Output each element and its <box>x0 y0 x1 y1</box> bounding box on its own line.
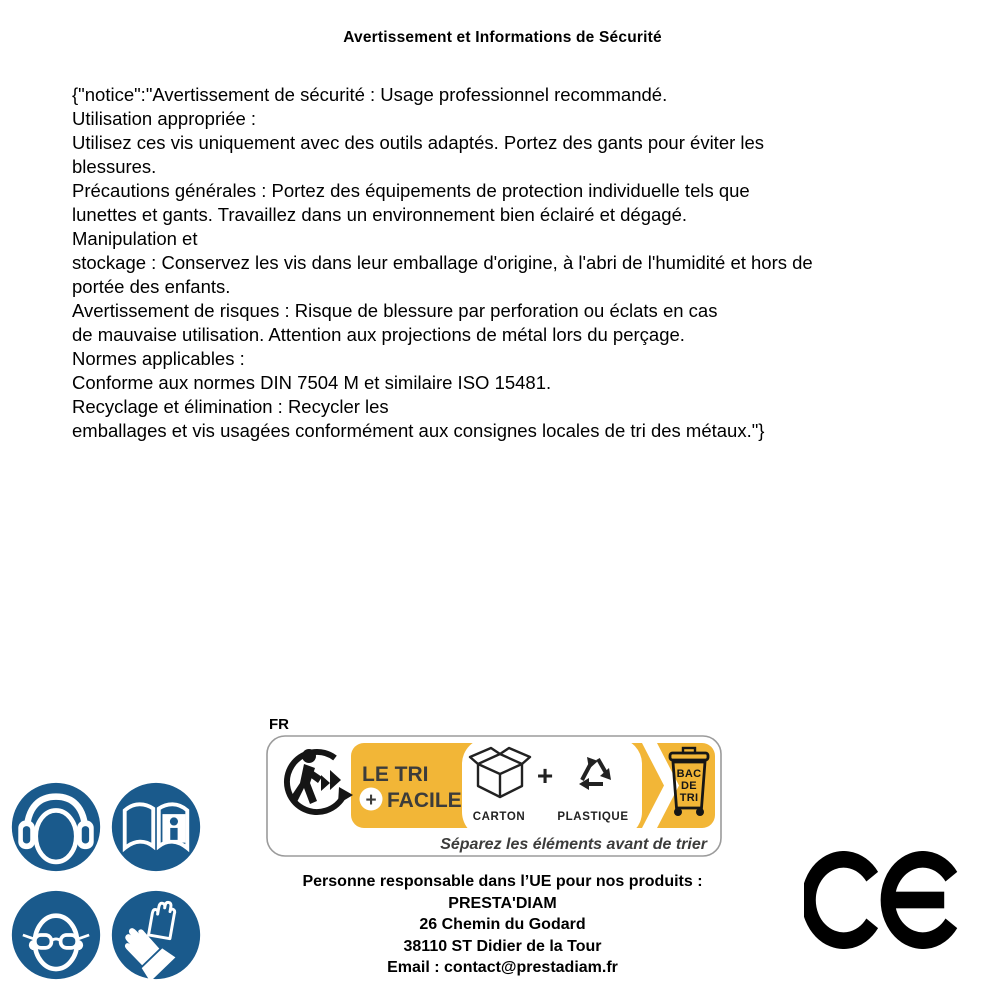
sort-tagline: Séparez les éléments avant de trier <box>440 836 707 853</box>
responsible-line: 26 Chemin du Godard <box>419 916 586 933</box>
plus-badge: + <box>365 790 377 811</box>
notice-line: Normes applicables : <box>72 348 245 369</box>
notice-line: Utilisez ces vis uniquement avec des outils adaptés. Portez des gants pour éviter les <box>72 132 765 153</box>
notice-line: de mauvaise utilisation. Attention aux projections de métal lors du perçage. <box>72 324 685 345</box>
notice-line: lunettes et gants. Travaillez dans un environnement bien éclairé et dégagé. <box>72 204 688 225</box>
material-1-label: CARTON <box>472 811 526 823</box>
bin-word-1: BAC <box>676 768 702 780</box>
material-2-label: PLASTIQUE <box>557 811 629 823</box>
bin-word-3: TRI <box>679 792 699 804</box>
headline-bottom: FACILE <box>387 789 462 812</box>
responsible-line: Personne responsable dans l’UE pour nos produits : <box>302 873 703 890</box>
le-tri-facile-label <box>266 735 722 857</box>
notice-line: Utilisation appropriée : <box>72 108 257 129</box>
notice-line: stockage : Conservez les vis dans leur emballage d'origine, à l'abri de l'humidité et hors de <box>72 252 813 273</box>
notice-line: Recyclage et élimination : Recycler les <box>72 396 389 417</box>
notice-line: Conforme aux normes DIN 7504 M et similaire ISO 15481. <box>72 372 552 393</box>
notice-line: {"notice":"Avertissement de sécurité : Usage professionnel recommandé. <box>72 84 668 105</box>
safety-notice-text <box>72 83 972 443</box>
notice-line: Avertissement de risques : Risque de blessure par perforation ou éclats en cas <box>72 300 718 321</box>
headline-top: LE TRI <box>362 763 429 786</box>
ce-marking-icon <box>804 851 964 949</box>
notice-line: Manipulation et <box>72 228 198 249</box>
notice-line: emballages et vis usagées conformément aux consignes locales de tri des métaux."} <box>72 420 765 441</box>
bin-word-2: DE <box>681 780 697 792</box>
plus-separator: + <box>536 760 554 791</box>
wear-ear-protection-icon <box>10 781 102 873</box>
notice-line: blessures. <box>72 156 157 177</box>
responsible-line: Email : contact@prestadiam.fr <box>387 959 618 976</box>
notice-line: Précautions générales : Portez des équipements de protection individuelle tels que <box>72 180 750 201</box>
responsible-line: PRESTA'DIAM <box>448 894 557 912</box>
responsible-line: 38110 ST Didier de la Tour <box>403 937 602 955</box>
notice-line: portée des enfants. <box>72 276 231 297</box>
page-title: Avertissement et Informations de Sécurité <box>343 29 662 46</box>
read-instruction-manual-icon <box>110 781 202 873</box>
country-code-label: FR <box>269 716 289 733</box>
